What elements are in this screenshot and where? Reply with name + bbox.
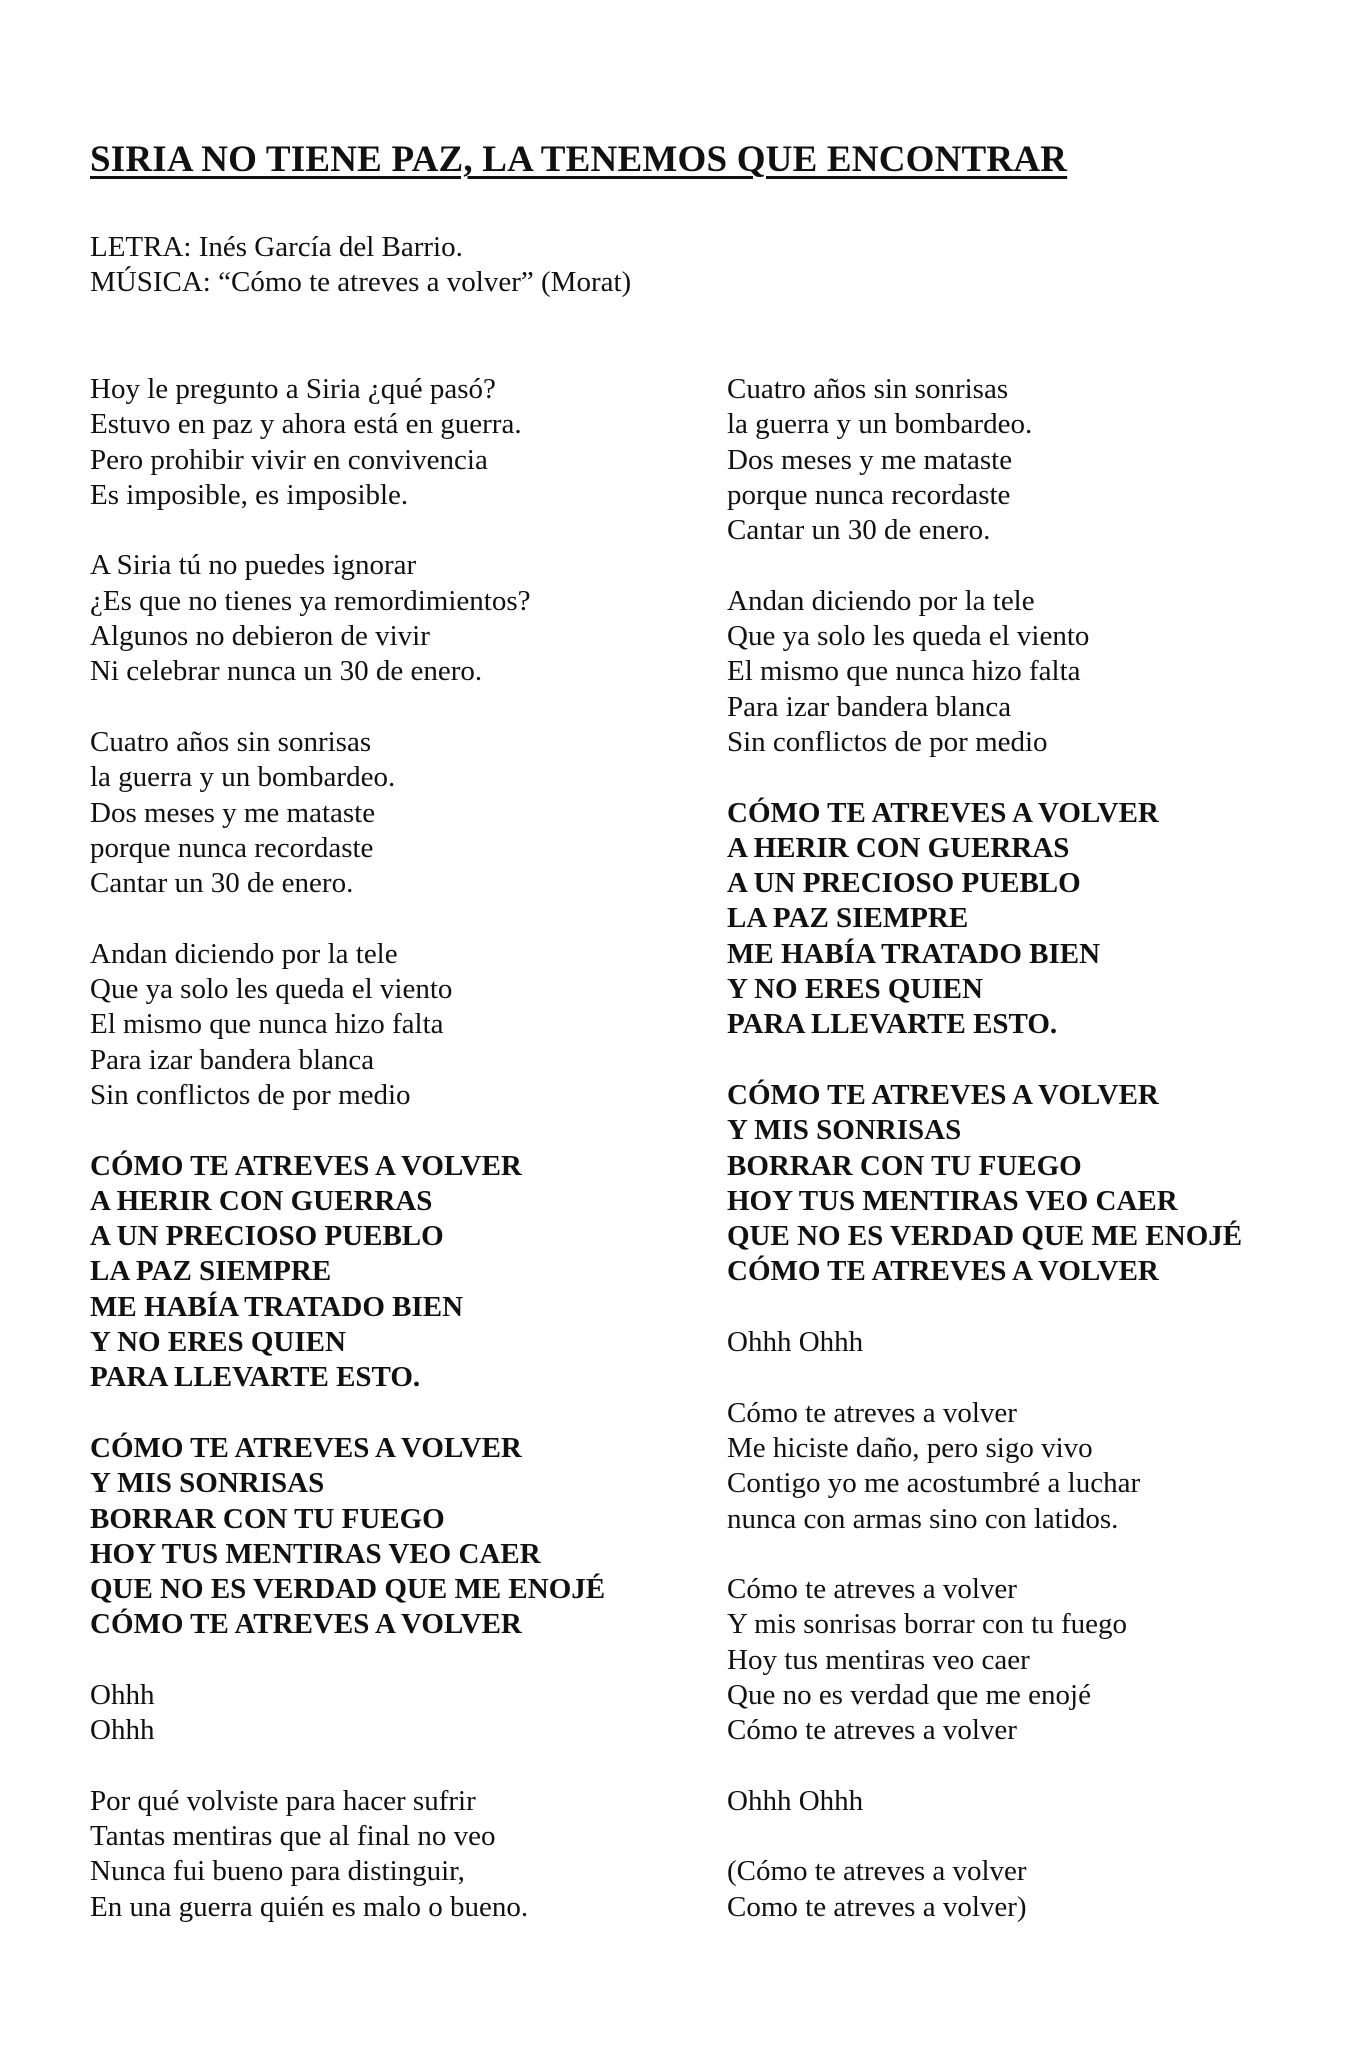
lyric-line: Cómo te atreves a volver [727,1573,1017,1606]
lyric-line: Contigo yo me acostumbré a luchar [727,1467,1141,1500]
lyric-line: Ohhh Ohhh [727,1784,864,1817]
lyric-line: Andan diciendo por la tele [90,937,398,970]
lyric-line: porque nunca recordaste [727,478,1011,511]
verse-stanza [90,548,605,689]
chorus-line: QUE NO ES VERDAD QUE ME ENOJÉ [90,1573,606,1606]
chorus-line: Y MIS SONRISAS [727,1114,962,1147]
chorus-line: ME HABÍA TRATADO BIEN [727,937,1101,970]
lyric-line: Para izar bandera blanca [90,1043,375,1076]
chorus-stanza [727,796,1242,1043]
lyric-line: El mismo que nunca hizo falta [727,655,1081,688]
chorus-line: LA PAZ SIEMPRE [727,902,969,935]
chorus-line: Y NO ERES QUIEN [727,973,983,1006]
lyric-line: ¿Es que no tienes ya remordimientos? [90,584,531,617]
chorus-stanza [727,1078,1242,1290]
lyric-line: Para izar bandera blanca [727,690,1012,723]
lyric-line: la guerra y un bombardeo. [90,761,396,794]
interlude-stanza [727,1325,1242,1360]
lyric-line: (Cómo te atreves a volver [727,1855,1027,1888]
lyric-line: Hoy tus mentiras veo caer [727,1643,1030,1676]
lyric-line: Estuvo en paz y ahora está en guerra. [90,408,522,441]
lyric-line: Por qué volviste para hacer sufrir [90,1784,476,1817]
chorus-line: PARA LLEVARTE ESTO. [90,1361,421,1394]
left-column [90,372,605,1960]
chorus-line: Y MIS SONRISAS [90,1467,325,1500]
lyric-line: Como te atreves a volver) [727,1890,1027,1923]
chorus-line: PARA LLEVARTE ESTO. [727,1008,1058,1041]
lyric-line: En una guerra quién es malo o bueno. [90,1890,529,1923]
lyric-line: Cómo te atreves a volver [727,1714,1017,1747]
verse-stanza [90,725,605,901]
chorus-stanza [90,1149,605,1396]
lyric-line: Sin conflictos de por medio [727,725,1048,758]
chorus-line: ME HABÍA TRATADO BIEN [90,1290,464,1323]
chorus-line: CÓMO TE ATREVES A VOLVER [90,1431,522,1464]
verse-stanza [727,1572,1242,1748]
chorus-line: BORRAR CON TU FUEGO [90,1502,445,1535]
lyric-line: Algunos no debieron de vivir [90,620,430,653]
lyric-line: Andan diciendo por la tele [727,584,1035,617]
music-credit: MÚSICA: “Cómo te atreves a volver” (Morat) [90,266,632,298]
lyric-line: la guerra y un bombardeo. [727,408,1033,441]
chorus-line: CÓMO TE ATREVES A VOLVER [90,1149,522,1182]
lyric-line: porque nunca recordaste [90,831,374,864]
lyric-line: Tantas mentiras que al final no veo [90,1820,496,1853]
lyric-line: Sin conflictos de por medio [90,1078,411,1111]
chorus-line: A HERIR CON GUERRAS [90,1184,433,1217]
song-title: SIRIA NO TIENE PAZ, LA TENEMOS QUE ENCONTRAR [90,139,1068,180]
verse-stanza [727,1396,1242,1537]
lyric-line: Cuatro años sin sonrisas [727,373,1009,405]
interlude-stanza [727,1784,1242,1819]
right-column [727,372,1242,1960]
lyric-line: Ni celebrar nunca un 30 de enero. [90,655,483,688]
chorus-line: LA PAZ SIEMPRE [90,1255,332,1288]
lyric-line: A Siria tú no puedes ignorar [90,549,417,582]
lyric-line: Que no es verdad que me enojé [727,1678,1091,1711]
chorus-line: QUE NO ES VERDAD QUE ME ENOJÉ [727,1220,1243,1253]
chorus-line: Y NO ERES QUIEN [90,1326,346,1359]
chorus-line: CÓMO TE ATREVES A VOLVER [727,796,1159,829]
chorus-line: CÓMO TE ATREVES A VOLVER [90,1608,522,1641]
chorus-line: HOY TUS MENTIRAS VEO CAER [90,1537,541,1570]
lyric-line: Dos meses y me mataste [727,443,1013,476]
song-credits [90,230,631,300]
verse-stanza [90,1784,605,1925]
lyric-line: Nunca fui bueno para distinguir, [90,1855,465,1888]
lyric-line: Hoy le pregunto a Siria ¿qué pasó? [90,373,496,405]
chorus-stanza [90,1431,605,1643]
lyric-line: El mismo que nunca hizo falta [90,1008,444,1041]
interlude-stanza [90,1678,605,1749]
lyric-line: Ohhh [90,1678,155,1711]
chorus-line: A UN PRECIOSO PUEBLO [90,1220,444,1253]
verse-stanza [90,937,605,1113]
chorus-line: A HERIR CON GUERRAS [727,831,1070,864]
chorus-line: HOY TUS MENTIRAS VEO CAER [727,1184,1178,1217]
outro-stanza [727,1854,1242,1925]
lyric-line: Dos meses y me mataste [90,796,376,829]
verse-stanza [90,372,605,513]
chorus-line: CÓMO TE ATREVES A VOLVER [727,1255,1159,1288]
lyric-line: Cantar un 30 de enero. [90,867,354,900]
lyric-line: Ohhh Ohhh [727,1326,864,1359]
lyric-line: Que ya solo les queda el viento [727,620,1090,653]
verse-stanza [727,372,1242,548]
chorus-line: CÓMO TE ATREVES A VOLVER [727,1078,1159,1111]
lyric-line: Ohhh [90,1714,155,1747]
verse-stanza [727,584,1242,760]
lyrics-credit: LETRA: Inés García del Barrio. [90,231,463,263]
chorus-line: BORRAR CON TU FUEGO [727,1149,1082,1182]
lyric-line: Cómo te atreves a volver [727,1396,1017,1429]
lyric-line: Es imposible, es imposible. [90,478,409,511]
lyric-line: nunca con armas sino con latidos. [727,1502,1119,1535]
lyric-line: Que ya solo les queda el viento [90,973,453,1006]
lyric-line: Y mis sonrisas borrar con tu fuego [727,1608,1128,1641]
lyric-line: Cuatro años sin sonrisas [90,725,372,758]
lyric-line: Pero prohibir vivir en convivencia [90,443,488,476]
lyric-line: Cantar un 30 de enero. [727,514,991,547]
lyric-line: Me hiciste daño, pero sigo vivo [727,1431,1093,1464]
chorus-line: A UN PRECIOSO PUEBLO [727,867,1081,900]
